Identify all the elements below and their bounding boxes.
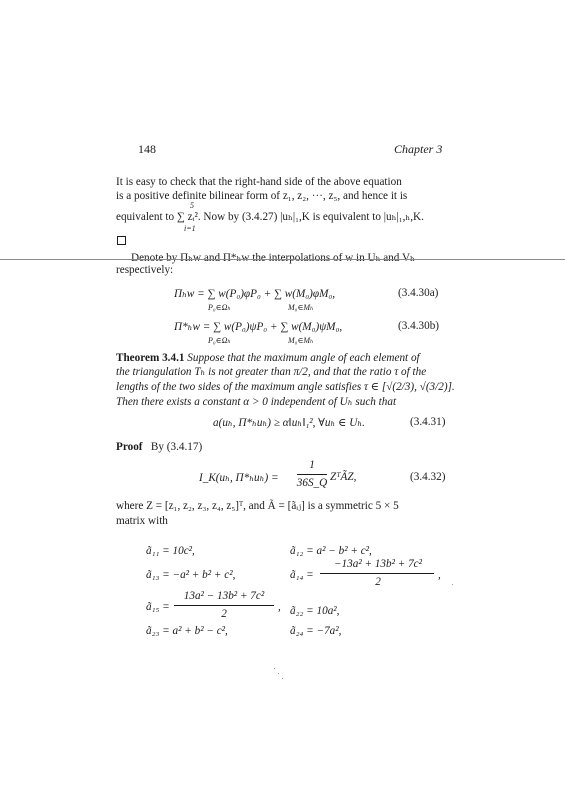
para3-line2: matrix with [116,515,168,527]
matrix-entry-a15-numerator: 13a² − 13b² + 7c² [183,590,265,602]
para1-line1: It is easy to check that the right-hand side of the above equation [116,176,402,188]
scan-speck [274,668,275,669]
equation-3-4-30b-sub2: M₀∈Mₕ [288,336,314,345]
matrix-entry-a14-numerator: −13a² + 13b² + 7c² [333,558,423,570]
scan-speck [282,678,283,679]
page-number: 148 [138,142,156,156]
theorem-line4: Then there exists a constant α > 0 independent of Uₕ such that [116,396,397,408]
theorem-line3: lengths of the two sides of the maximum angle satisfies τ ∈ [√(2/3), √(3/2)]. [116,381,455,393]
para3-line1: where Z = [z₁, z₂, z₃, z₄, z₅]ᵀ, and Ã = [ãᵢⱼ] is a symmetric 5 × 5 [116,500,399,512]
sum-lower-limit: i=1 [184,224,196,233]
matrix-entry-a24: ã₂₄ = −7a², [290,625,342,637]
equation-3-4-32-lhs: I_K(uₕ, Π*ₕuₕ) = [199,472,279,484]
equation-3-4-30a: Πₕw = ∑ w(P₀)φP₀ + ∑ w(M₀)φM₀, [174,288,336,300]
para2-line1: Denote by Πₕw and Π*ₕw the interpolations of w in Uₕ and Vₕ [131,252,415,264]
equation-3-4-30a-sub1: P₀∈Ωₕ [208,303,231,312]
proof-text: By (3.4.17) [150,441,203,453]
theorem-label: Theorem 3.4.1 [116,352,185,364]
equation-3-4-30a-sub2: M₀∈Mₕ [288,303,314,312]
sum-upper-limit: 5 [190,201,194,210]
matrix-entry-a23: ã₂₃ = a² + b² − c², [146,625,228,637]
qed-box-icon [117,236,126,245]
matrix-entry-a15-lhs: ã₁₅ = [146,601,170,613]
matrix-entry-a22: ã₂₂ = 10a², [290,605,340,617]
para1-line2: is a positive definite bilinear form of z₁, z₂, ···, z₅, and hence it is [116,190,408,202]
theorem-line2: the triangulation Tₕ is not greater than π/2, and that the ratio τ of the [116,366,427,378]
scan-line [0,259,565,260]
scan-speck [452,584,453,585]
matrix-a14-comma: , [438,569,441,581]
matrix-a14-fraction-bar [320,573,434,574]
equation-3-4-32-numerator: 1 [309,459,315,471]
equation-number-3-4-30a: (3.4.30a) [398,287,439,299]
scan-speck [278,673,279,674]
equation-number-3-4-31: (3.4.31) [410,416,446,428]
equation-3-4-32-denominator: 36S_Q [296,477,328,489]
equation-3-4-31: a(uₕ, Π*ₕuₕ) ≥ α‖uₕ‖₁², ∀uₕ ∈ Uₕ. [213,417,365,429]
matrix-a15-fraction-bar [174,605,274,606]
para2-line2: respectively: [116,264,174,276]
proof-label: Proof [116,441,143,453]
matrix-entry-a12: ã₁₂ = a² − b² + c², [290,545,372,557]
matrix-entry-a14-lhs: ã₁₄ = [290,569,314,581]
proof-line [116,440,202,454]
equation-number-3-4-30b: (3.4.30b) [398,320,440,332]
fraction-bar [297,474,327,475]
matrix-entry-a13: ã₁₃ = −a² + b² + c², [146,569,236,581]
matrix-entry-a15-denominator: 2 [221,608,227,620]
theorem-line1 [116,351,420,365]
equation-3-4-32-rhs: ZᵀÃZ, [330,471,357,483]
chapter-title: Chapter 3 [394,142,443,156]
matrix-a15-comma: , [278,601,281,613]
equation-number-3-4-32: (3.4.32) [410,471,446,483]
matrix-entry-a14-denominator: 2 [375,576,381,588]
para1-line3: equivalent to ∑ zᵢ². Now by (3.4.27) |uₕ|₁,K is equivalent to |uₕ|₁,ₕ,K. [116,211,424,223]
equation-3-4-30b: Π*ₕw = ∑ w(P₀)ψP₀ + ∑ w(M₀)ψM₀, [174,321,343,333]
equation-3-4-30b-sub1: P₀∈Ωₕ [208,336,231,345]
theorem-text-1: Suppose that the maximum angle of each element of [187,352,420,364]
matrix-entry-a11: ã₁₁ = 10c², [146,545,195,557]
